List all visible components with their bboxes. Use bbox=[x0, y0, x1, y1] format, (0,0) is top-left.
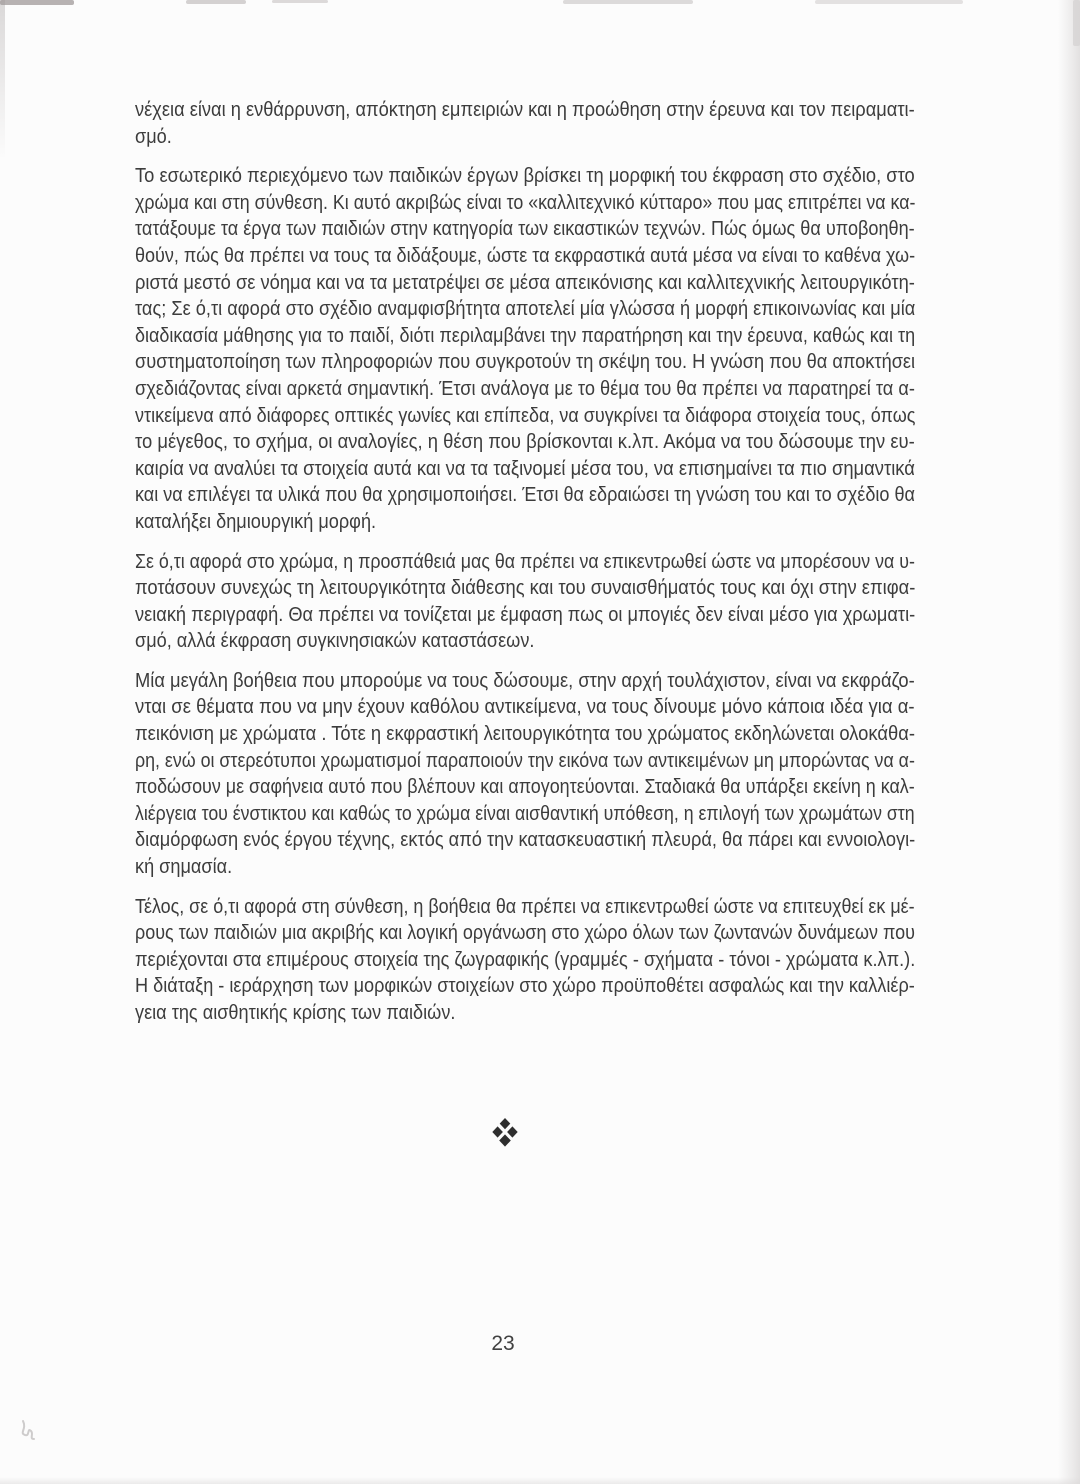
text-line: Μία μεγάλη βοήθεια που μπορούμε να τους δώσουμε, στην αρχή τουλάχιστον, είναι να εκφράζο- bbox=[135, 669, 915, 692]
page-edge-shadow-bottom bbox=[0, 1477, 1080, 1484]
text-line: τατάξουμε τα έργα των παιδιών στην κατηγορία των εικαστικών τεχνών. Πώς όμως θα υποβοηθη- bbox=[135, 218, 915, 241]
text-line: ρη, ενώ οι στερεότυποι χρωματισμοί παραποιούν την εικόνα των αντικειμένων μη μπορώντας να α- bbox=[135, 749, 915, 772]
text-block bbox=[135, 97, 915, 1027]
paragraph bbox=[135, 97, 915, 150]
ornament-diamond-icon bbox=[491, 1117, 519, 1148]
text-line: ποτάσουν συνεχώς τη λειτουργικότητα διάθεσης και του συναισθήματός τους και όχι στην επιφα- bbox=[135, 577, 916, 600]
text-line: νέχεια είναι η ενθάρρυνση, απόκτηση εμπειριών και η προώθηση στην έρευνα και τον πειραματι- bbox=[135, 99, 915, 121]
page-edge-shadow-right bbox=[1058, 0, 1080, 1484]
paragraph bbox=[135, 894, 915, 1027]
text-line: χρώμα και στη σύνθεση. Κι αυτό ακριβώς είναι το «καλλιτεχνικό κύτταρο» που μας επιτρέπει να κα- bbox=[135, 191, 916, 214]
paragraph bbox=[135, 668, 915, 881]
text-line: το μέγεθος, το σχήμα, οι αναλογίες, η θέση που βρίσκονται κ.λπ. Ακόμα να του δώσουμε την ευ- bbox=[135, 431, 915, 454]
text-line: ποδώσουν με σαφήνεια αυτό που βλέπουν και απογοητεύονται. Σταδιακά θα υπάρξει εκείνη η καλ- bbox=[135, 776, 915, 799]
text-line: διαμόρφωση ενός έργου τέχνης, εκτός από την κατασκευαστική πλευρά, θα πάρει και εννοιολογι- bbox=[135, 829, 916, 852]
text-line: ντικείμενα από διάφορες οπτικές γωνίες και επίπεδα, να συγκρίνει τα διάφορα στοιχεία τους, όπως bbox=[135, 404, 916, 427]
text-line: και να επιλέγει τα υλικά που θα χρησιμοποιήσει. Έτσι θα εδραιώσει τη γνώση του και το σχέδιο θα bbox=[135, 484, 915, 507]
text-line: τας; Σε ό,τι αφορά στο σχέδιο αναμφισβήτητα αποτελεί μία γλώσσα ή μορφή επικοινωνίας και μία bbox=[135, 298, 916, 321]
scan-smudge bbox=[0, 0, 74, 5]
text-line: σμό, αλλά έκφραση συγκινησιακών καταστάσεων. bbox=[135, 630, 535, 653]
pencil-mark bbox=[16, 1418, 44, 1446]
page-number: 23 bbox=[491, 1332, 515, 1355]
page-edge-shadow-left bbox=[0, 0, 5, 160]
text-line: ρους των παιδιών μια ακριβής και λογική οργάνωση στο χώρο όλων των ζωντανών δυνάμεων που bbox=[135, 922, 915, 945]
scan-smudge bbox=[272, 0, 328, 3]
scan-smudge bbox=[815, 0, 963, 4]
scan-smudge bbox=[563, 0, 693, 4]
paragraph bbox=[135, 163, 915, 535]
text-line: θούν, πώς θα πρέπει να τους τα διδάξουμε, ώστε τα εκφραστικά αυτά μέσα να είναι το καθένα χω- bbox=[135, 244, 916, 267]
text-line: νειακή περιγραφή. Θα πρέπει να τονίζεται με έμφαση πως οι μπογιές δεν είναι μέσο για χρωματι- bbox=[135, 603, 916, 626]
text-line: σχεδιάζοντας είναι αρκετά σημαντική. Έτσι ανάλογα με το θέμα του θα πρέπει να παρατηρεί τα α- bbox=[135, 377, 915, 400]
text-line: λιέργεια του ένστικτου και καθώς το χρώμα είναι αισθαντική υπόθεση, η επιλογή των χρωμάτων στη bbox=[135, 802, 915, 825]
text-line: πεικόνιση με χρώματα . Τότε η εκφραστική λειτουργικότητα του χρώματος εκδηλώνεται ολοκάθα- bbox=[135, 723, 915, 746]
text-line: Σε ό,τι αφορά στο χρώμα, η προσπάθειά μας θα πρέπει να επικεντρωθεί ώστε να μπορέσουν να υ- bbox=[135, 550, 915, 573]
text-line: καιρία να αναλύει τα στοιχεία αυτά και να τα ταξινομεί μέσα του, να επισημαίνει τα πιο σημαντικά bbox=[135, 457, 915, 480]
scan-smudge bbox=[186, 0, 246, 4]
text-line: περιέχονται στα επιμέρους στοιχεία της ζωγραφικής (γραμμές - σχήματα - τόνοι - χρώματα κ.λπ.). bbox=[135, 948, 916, 971]
text-line: συστηματοποίηση των πληροφοριών που συγκροτούν τη σκέψη του. Η γνώση που θα αποκτήσει bbox=[135, 351, 916, 374]
paragraph bbox=[135, 549, 915, 655]
text-line: Τέλος, σε ό,τι αφορά στη σύνθεση, η βοήθεια θα πρέπει να επικεντρωθεί ώστε να επιτευχθεί εκ μέ- bbox=[135, 895, 915, 918]
scan-smudge bbox=[1073, 0, 1080, 46]
text-line: γεια της αισθητικής κρίσης των παιδιών. bbox=[135, 1002, 456, 1024]
text-line: ριστά μεστό σε νόημα και να τα μετατρέψει σε μέσα απεικόνισης και καλλιτεχνικής λειτουργικότη- bbox=[135, 271, 915, 294]
text-line: κή σημασία. bbox=[135, 856, 233, 879]
text-line: Η διάταξη - ιεράρχηση των μορφικών στοιχείων στο χώρο προϋποθέτει ασφαλώς και την καλλιέρ- bbox=[135, 975, 915, 998]
text-line: καταλήξει δημιουργική μορφή. bbox=[135, 510, 377, 533]
text-line: διαδικασία μάθησης για το παιδί, διότι περιλαμβάνει την παρατήρηση και την έρευνα, καθώς και τη bbox=[135, 324, 916, 347]
text-line: νται σε θέματα που να μην έχουν καθόλου αντικείμενα, να τους δίνουμε μόνο κάποια ιδέα για α- bbox=[135, 696, 915, 719]
text-line: σμό. bbox=[135, 125, 172, 148]
text-line: Το εσωτερικό περιεχόμενο των παιδικών έργων βρίσκει τη μορφική του έκφραση στο σχέδιο, στο bbox=[135, 165, 915, 188]
